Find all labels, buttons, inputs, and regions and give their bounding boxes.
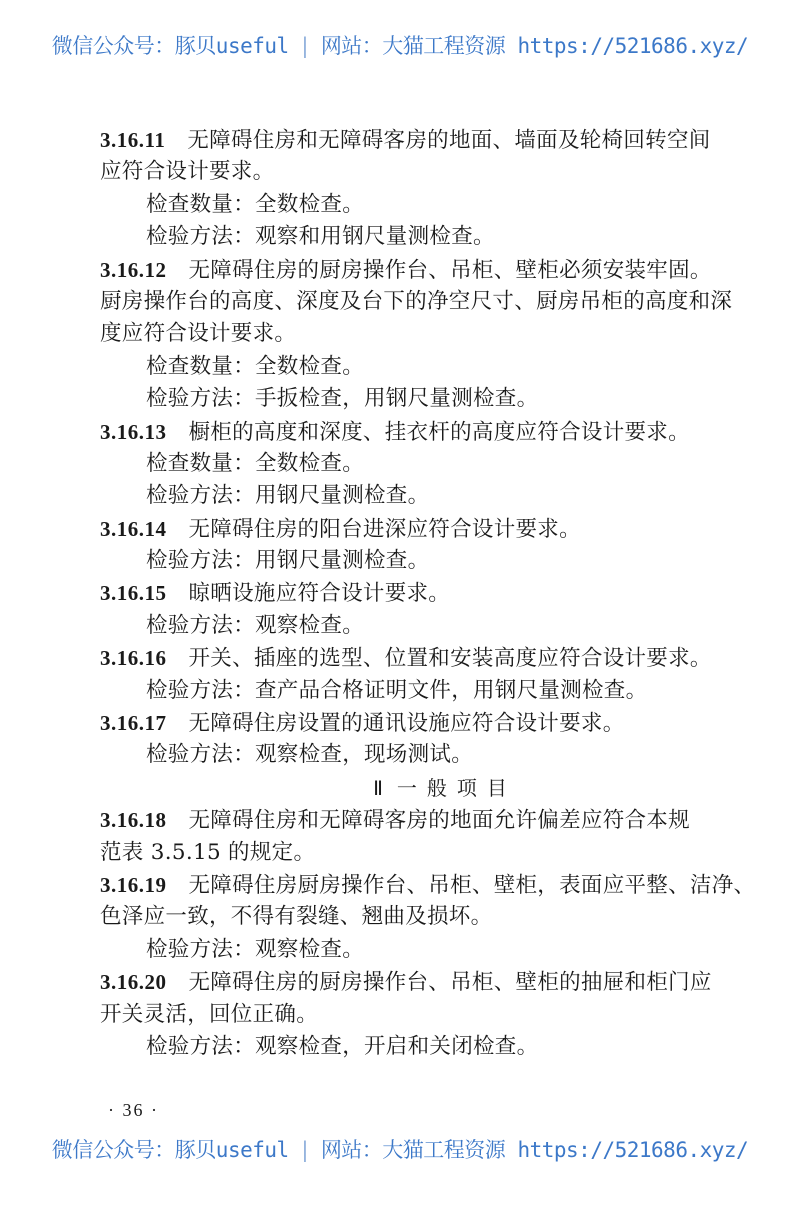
check-quantity: 检查数量：全数检查。 [146,450,365,476]
clause-3-16-18 [100,804,750,869]
section-title: 一般项目 [396,775,517,800]
clause-3-16-17 [100,707,750,772]
clause-number: 3.16.13 [100,419,167,444]
clause-text: 无障碍住房的厨房操作台、吊柜、壁柜的抽屉和柜门应 [188,970,712,996]
clause-text: 无障碍住房设置的通讯设施应符合设计要求。 [188,711,625,737]
clause-number: 3.16.14 [100,516,167,541]
check-method: 检验方法：手扳检查，用钢尺量测检查。 [146,386,539,412]
clause-text: 无障碍住房和无障碍客房的地面允许偏差应符合本规 [188,808,690,834]
clause-text: 无障碍住房厨房操作台、吊柜、壁柜，表面应平整、洁净、 [188,872,756,898]
check-method: 检验方法：用钢尺量测检查。 [146,483,430,509]
site-label: 网站：大猫工程资源 https://521686.xyz/ [320,34,749,58]
clause-number: 3.16.17 [100,711,167,736]
clause-text: 无障碍住房的厨房操作台、吊柜、壁柜必须安装牢固。 [188,257,712,283]
clause-text: 厨房操作台的高度、深度及台下的净空尺寸、厨房吊柜的高度和深 [100,288,733,314]
check-quantity: 检查数量：全数检查。 [146,353,365,379]
clause-text: 开关灵活，回位正确。 [100,1001,319,1027]
wechat-label: 微信公众号：豚贝useful [51,34,289,58]
clause-number: 3.16.11 [100,128,166,152]
check-method: 检验方法：用钢尺量测检查。 [146,548,430,574]
check-method: 检验方法：观察和用钢尺量测检查。 [146,224,495,250]
page-number: · 36 · [108,1100,159,1120]
clause-3-16-16 [100,642,750,707]
clause-text: 晾晒设施应符合设计要求。 [188,581,451,607]
clause-text: 无障碍住房的阳台进深应符合设计要求。 [188,516,581,542]
check-method: 检验方法：观察检查。 [146,612,365,638]
clause-3-16-20 [100,966,750,1063]
check-method: 检验方法：观察检查，开启和关闭检查。 [146,1033,539,1059]
clause-text: 橱柜的高度和深度、挂衣杆的高度应符合设计要求。 [188,419,690,445]
clause-number: 3.16.20 [100,970,167,995]
clause-3-16-14 [100,513,750,578]
clause-text: 度应符合设计要求。 [100,321,297,347]
clause-text: 应符合设计要求。 [100,159,275,185]
clause-number: 3.16.18 [100,808,167,833]
clause-number: 3.16.15 [100,581,167,606]
check-method: 检验方法：观察检查。 [146,936,365,962]
watermark-footer [0,1134,800,1164]
clause-number: 3.16.19 [100,872,167,897]
document-body [100,124,756,1063]
clause-number: 3.16.16 [100,646,167,671]
clause-3-16-15 [100,577,750,642]
clause-3-16-13 [100,416,750,513]
clause-3-16-12 [100,254,750,416]
clause-3-16-19 [100,869,756,966]
separator: | [298,1138,311,1162]
clause-text: 无障碍住房和无障碍客房的地面、墙面及轮椅回转空间 [187,128,711,153]
clause-text: 色泽应一致，不得有裂缝、翘曲及损坏。 [100,904,493,930]
section-roman-numeral: Ⅱ [373,777,383,800]
site-label: 网站：大猫工程资源 https://521686.xyz/ [320,1138,749,1162]
watermark-header [0,30,800,60]
section-heading [100,772,750,804]
check-method: 检验方法：观察检查，现场测试。 [146,742,474,768]
clause-text: 范表 3.5.15 的规定。 [100,839,316,865]
separator: | [298,34,311,58]
clause-3-16-11 [100,124,750,254]
check-quantity: 检查数量：全数检查。 [146,191,365,217]
clause-text: 开关、插座的选型、位置和安装高度应符合设计要求。 [188,646,712,672]
wechat-label: 微信公众号：豚贝useful [51,1138,289,1162]
clause-number: 3.16.12 [100,257,167,282]
check-method: 检验方法：查产品合格证明文件，用钢尺量测检查。 [146,677,648,703]
